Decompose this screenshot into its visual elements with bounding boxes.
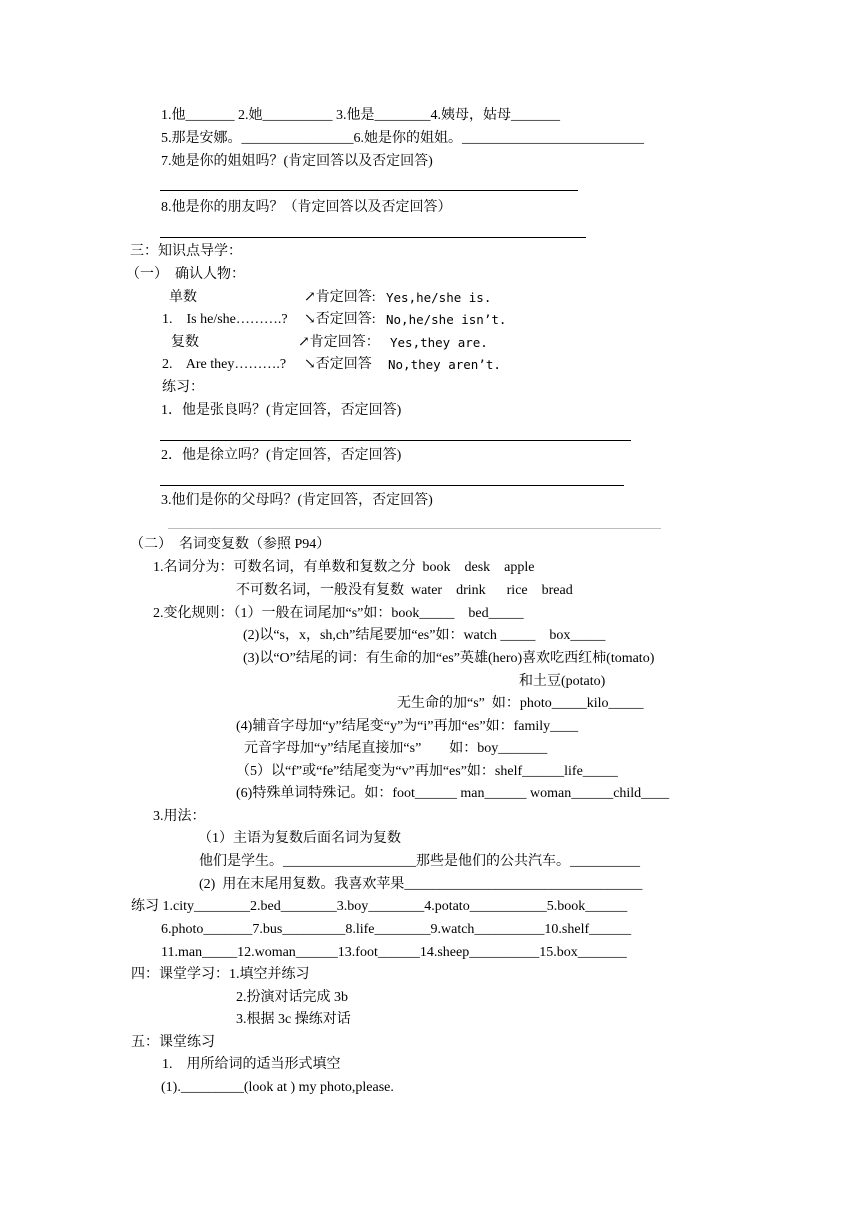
rule-3-inanimate: 无生命的加“s” 如：photo_____kilo_____ xyxy=(397,696,644,711)
grammar-arrow-label: ↘否定回答 xyxy=(304,357,372,372)
exercise-row-1: 练习 1.city________2.bed________3.boy________4.potato___________5.book______ xyxy=(131,899,628,914)
grammar-answer: No,he/she isn’t. xyxy=(386,312,507,327)
class-activity-3: 3.根据 3c 操练对话 xyxy=(236,1012,351,1027)
grammar-question: 1. Is he/she……….? xyxy=(162,312,288,327)
question-7: 7.她是你的姐姐吗？(肯定回答以及否定回答) xyxy=(161,154,433,169)
vocab-line: 1.他_______ 2.她__________ 3.他是________4.姨母，姑母_______ xyxy=(161,108,560,123)
usage-2: (2) 用在末尾用复数。我喜欢苹果__________________________________ xyxy=(199,877,643,892)
rule-4: (4)辅音字母加“y”结尾变“y”为“i”再加“es”如：family____ xyxy=(236,719,579,734)
answer-line xyxy=(160,440,631,441)
grammar-arrow-label: ↗肯定回答: xyxy=(304,290,376,305)
usage-heading: 3.用法： xyxy=(153,809,206,824)
section-heading-4: 四：课堂学习：1.填空并练习 xyxy=(131,967,310,982)
grammar-answer: Yes,they are. xyxy=(390,335,488,350)
rule-3: (3)以“O”结尾的词：有生命的加“es”英雄(hero)喜欢吃西红柿(tomato) xyxy=(243,651,655,666)
answer-line xyxy=(168,528,661,529)
exercise-row-3: 11.man_____12.woman______13.foot______14.sheep__________15.box_______ xyxy=(161,945,627,960)
class-activity-2: 2.扮演对话完成 3b xyxy=(236,990,348,1005)
usage-1: （1）主语为复数后面名词为复数 xyxy=(198,831,401,846)
usage-1-example: 他们是学生。___________________那些是他们的公共汽车。__________ xyxy=(199,854,640,869)
exercise-instruction: 1. 用所给词的适当形式填空 xyxy=(162,1057,341,1072)
answer-line xyxy=(160,237,586,238)
practice-question-1: 1．他是张良吗？(肯定回答，否定回答) xyxy=(161,403,402,418)
answer-line xyxy=(160,485,624,486)
grammar-answer: No,they aren’t. xyxy=(388,357,501,372)
section-heading-5: 五：课堂练习 xyxy=(131,1035,215,1050)
grammar-arrow-label: ↘否定回答: xyxy=(304,312,376,327)
practice-question-3: 3.他们是你的父母吗？(肯定回答，否定回答) xyxy=(161,493,433,508)
rule-3-continued: 和土豆(potato) xyxy=(519,674,606,689)
rule-1: 2.变化规则：（1）一般在词尾加“s”如：book_____ bed_____ xyxy=(153,606,524,621)
rule-4-vowel: 元音字母加“y”结尾直接加“s” 如：boy_______ xyxy=(244,741,548,756)
uncountable-line: 不可数名词，一般没有复数 water drink rice bread xyxy=(236,583,573,598)
grammar-question: 2. Are they……….? xyxy=(162,357,287,372)
noun-types-line: 1.名词分为：可数名词，有单数和复数之分 book desk apple xyxy=(153,560,535,575)
exercise-row-2: 6.photo_______7.bus_________8.life________9.watch__________10.shelf______ xyxy=(161,922,632,937)
section-heading-3: 三：知识点导学： xyxy=(130,244,242,259)
question-8: 8.他是你的朋友吗？（肯定回答以及否定回答） xyxy=(161,200,452,215)
grammar-label-singular: 单数 xyxy=(169,290,197,305)
subsection-heading-1: （一） 确认人物： xyxy=(126,267,245,282)
grammar-answer: Yes,he/she is. xyxy=(386,290,492,305)
answer-line xyxy=(160,190,578,191)
rule-5: （5）以“f”或“fe”结尾变为“v”再加“es”如：shelf______life_____ xyxy=(236,764,618,779)
rule-2: (2)以“s，x，sh,ch”结尾要加“es”如：watch _____ box_____ xyxy=(243,628,606,643)
practice-label: 练习： xyxy=(162,380,204,395)
sentence-line: 5.那是安娜。________________6.她是你的姐姐。__________________________ xyxy=(161,131,644,146)
subsection-heading-2: （二） 名词变复数（参照 P94） xyxy=(130,537,331,552)
grammar-arrow-label: ↗肯定回答： xyxy=(298,335,380,350)
fill-blank-1: (1)._________(look at ) my photo,please. xyxy=(161,1080,394,1095)
rule-6: (6)特殊单词特殊记。如：foot______ man______ woman______child____ xyxy=(236,786,670,801)
practice-question-2: 2．他是徐立吗？(肯定回答，否定回答) xyxy=(161,448,402,463)
grammar-label-plural: 复数 xyxy=(171,335,199,350)
